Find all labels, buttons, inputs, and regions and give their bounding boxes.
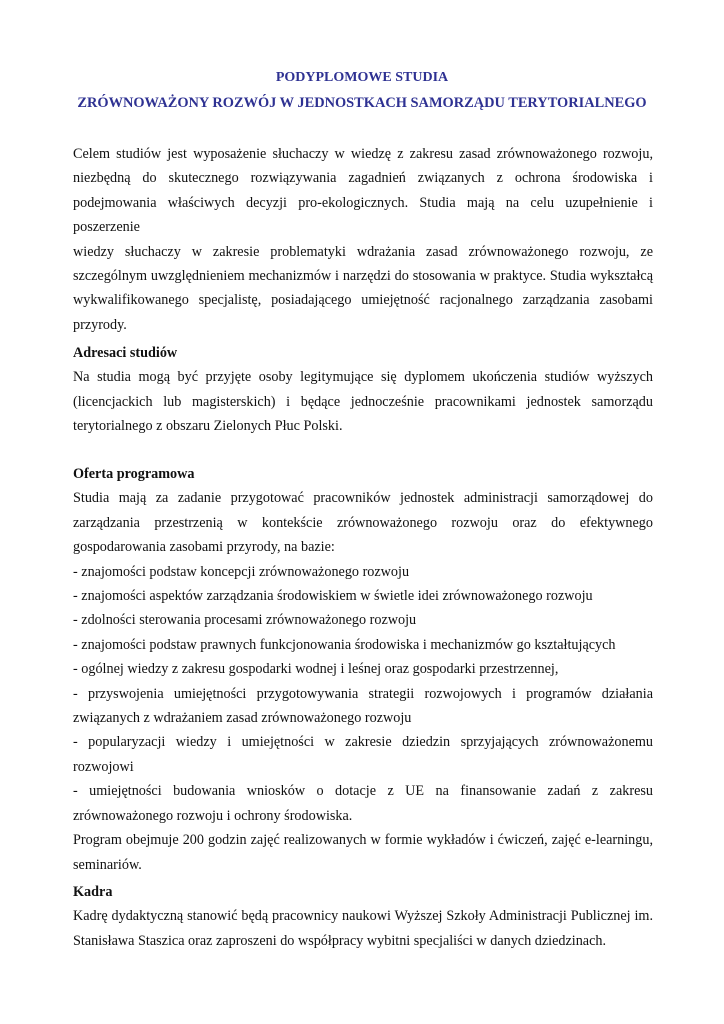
intro-line: wykwalifikowanego specjalistę, posiadającego umiejętność racjonalnego zarządzania zasobami [73,292,653,309]
section-line: terytorialnego z obszaru Zielonych Płuc Polski. [73,418,343,435]
list-item: - umiejętności budowania wniosków o dotacje z UE na finansowanie zadań z zakresu [73,783,653,800]
section-heading: Kadra [73,884,113,900]
list-item: - znajomości podstaw koncepcji zrównoważonego rozwoju [73,563,410,580]
intro-line: przyrody. [73,316,127,333]
title-line-1: PODYPLOMOWE STUDIA [275,70,449,85]
list-item: - ogólnej wiedzy z zakresu gospodarki wodnej i leśnej oraz gospodarki przestrzennej, [73,661,559,678]
intro-line: szczególnym uwzględnieniem mechanizmów i narzędzi do stosowania w praktyce. Studia wykształcą [73,268,653,285]
section-heading: Oferta programowa [73,466,195,482]
title-line-2: ZRÓWNOWAŻONY ROZWÓJ W JEDNOSTKACH SAMORZĄDU TERYTORIALNEGO [77,95,647,111]
intro-line: wiedzy słuchaczy w zakresie problematyki wdrażania zasad zrównoważonego rozwoju, ze [73,243,653,260]
section-heading: Adresaci studiów [73,345,178,361]
list-item: - znajomości aspektów zarządzania środowiskiem w świetle idei zrównoważonego rozwoju [73,588,593,605]
section-line: Na studia mogą być przyjęte osoby legitymujące się dyplomem ukończenia studiów wyższych [73,369,653,386]
section-line: Kadrę dydaktyczną stanowić będą pracownicy naukowi Wyższej Szkoły Administracji Publicznej im. [73,908,653,925]
section-line: zarządzania przestrzenią w kontekście zrównoważonego rozwoju oraz do efektywnego [73,514,653,531]
intro-line: podejmowania właściwych decyzji pro-ekologicznych. Studia mają na celu uzupełnienie i poszerzenie [73,194,653,236]
program-line: Program obejmuje 200 godzin zajęć realizowanych w formie wykładów i ćwiczeń, zajęć e-learningu, [73,832,653,849]
list-item-continuation: zrównoważonego rozwoju i ochrony środowiska. [73,807,353,824]
intro-paragraph [73,142,653,337]
intro-line: niezbędną do skutecznego rozwiązywania zagadnień związanych z ochrona środowiska i [73,170,653,187]
section-adresaci [73,341,653,439]
section-oferta [73,462,653,877]
list-item: - popularyzacji wiedzy i umiejętności w zakresie dziedzin sprzyjających zrównoważonemu rozwojowi [73,734,653,775]
section-line: gospodarowania zasobami przyrody, na bazie: [73,539,335,556]
section-line: Studia mają za zadanie przygotować pracowników jednostek administracji samorządowej do [73,490,653,507]
intro-line: Celem studiów jest wyposażenie słuchaczy w wiedzę z zakresu zasad zrównoważonego rozwoju, [73,146,653,162]
section-kadra [73,880,653,953]
program-line: seminariów. [73,856,142,873]
list-item: - znajomości podstaw prawnych funkcjonowania środowiska i mechanizmów go kształtujących [73,636,616,653]
list-item-continuation: związanych z wdrażaniem zasad zrównoważonego rozwoju [73,710,412,727]
list-item: - przyswojenia umiejętności przygotowywania strategii rozwojowych i programów działania [73,685,653,702]
section-line: Stanisława Staszica oraz zaproszeni do współpracy wybitni specjaliści w danych dziedzinach. [73,932,607,949]
section-line: (licencjackich lub magisterskich) i będące jednocześnie pracownikami jednostek samorządu [73,393,653,410]
list-item: - zdolności sterowania procesami zrównoważonego rozwoju [73,612,417,629]
